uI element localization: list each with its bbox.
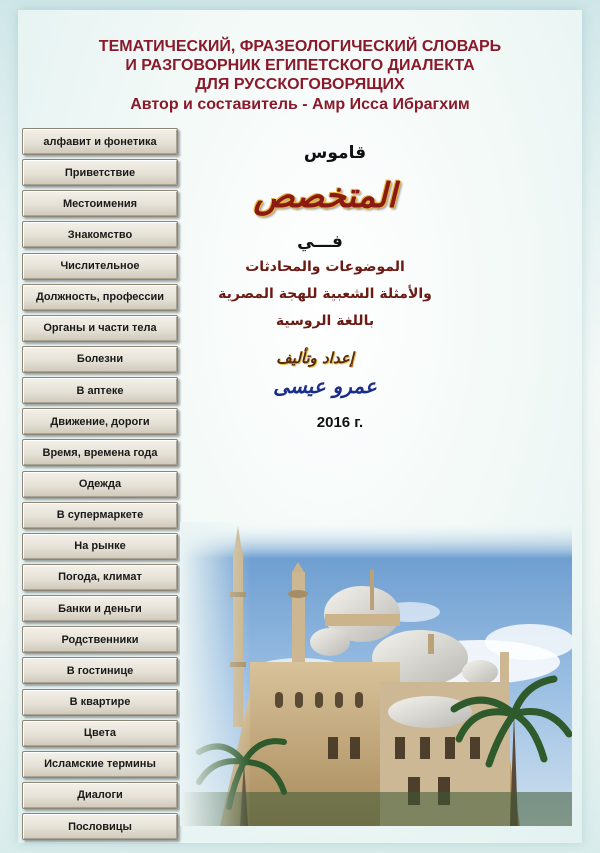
arabic-title-logo: المتخصص [253, 176, 397, 216]
menu-item-traffic-roads[interactable]: Движение, дороги [22, 408, 178, 435]
publication-year: 2016 г. [316, 414, 364, 431]
menu-item-clothing[interactable]: Одежда [22, 471, 178, 498]
title-line-3: ДЛЯ РУССКОГОВОРЯЩИХ [195, 76, 405, 93]
menu-item-proverbs[interactable]: Пословицы [22, 813, 178, 840]
menu-item-market[interactable]: На рынке [22, 533, 178, 560]
title-line-1: ТЕМАТИЧЕСКИЙ, ФРАЗЕОЛОГИЧЕСКИЙ СЛОВАРЬ [98, 38, 502, 55]
menu-item-numerals[interactable]: Числительное [22, 253, 178, 280]
arabic-subtitle-line-1: الموضوعات والمحادثات [245, 259, 405, 275]
arabic-subtitle-line-2: والأمثلة الشعبية للهجة المصرية [218, 286, 432, 302]
menu-item-pharmacy[interactable]: В аптеке [22, 377, 178, 404]
arabic-compiled-by: إعداد وتأليف [276, 349, 354, 367]
menu-item-relatives[interactable]: Родственники [22, 626, 178, 653]
menu-item-weather[interactable]: Погода, климат [22, 564, 178, 591]
menu-item-professions[interactable]: Должность, профессии [22, 284, 178, 311]
title-line-2: И РАЗГОВОРНИК ЕГИПЕТСКОГО ДИАЛЕКТА [125, 57, 475, 74]
menu-item-diseases[interactable]: Болезни [22, 346, 178, 373]
author-line: Автор и составитель - Амр Исса Ибрагхим [130, 96, 470, 113]
menu-item-time-seasons[interactable]: Время, времена года [22, 439, 178, 466]
menu-item-banks-money[interactable]: Банки и деньги [22, 595, 178, 622]
menu-item-alphabet[interactable]: алфавит и фонетика [22, 128, 178, 155]
menu-item-greeting[interactable]: Приветствие [22, 159, 178, 186]
menu-item-colors[interactable]: Цвета [22, 720, 178, 747]
mosque-photo [180, 522, 572, 826]
arabic-preposition: فـــي [297, 232, 343, 252]
menu-item-body-parts[interactable]: Органы и части тела [22, 315, 178, 342]
menu-item-pronouns[interactable]: Местоимения [22, 190, 178, 217]
arabic-subtitle-line-3: باللغة الروسية [275, 313, 375, 329]
menu-item-apartment[interactable]: В квартире [22, 689, 178, 716]
menu-item-acquaintance[interactable]: Знакомство [22, 221, 178, 248]
menu-item-supermarket[interactable]: В супермаркете [22, 502, 178, 529]
menu-item-dialogues[interactable]: Диалоги [22, 782, 178, 809]
arabic-author-name: عمرو عيسى [273, 374, 377, 398]
topic-menu [22, 128, 178, 844]
menu-item-hotel[interactable]: В гостинице [22, 657, 178, 684]
arabic-dictionary-word: قاموس [303, 143, 367, 163]
mosque-illustration [180, 522, 572, 826]
menu-item-islamic-terms[interactable]: Исламские термины [22, 751, 178, 778]
